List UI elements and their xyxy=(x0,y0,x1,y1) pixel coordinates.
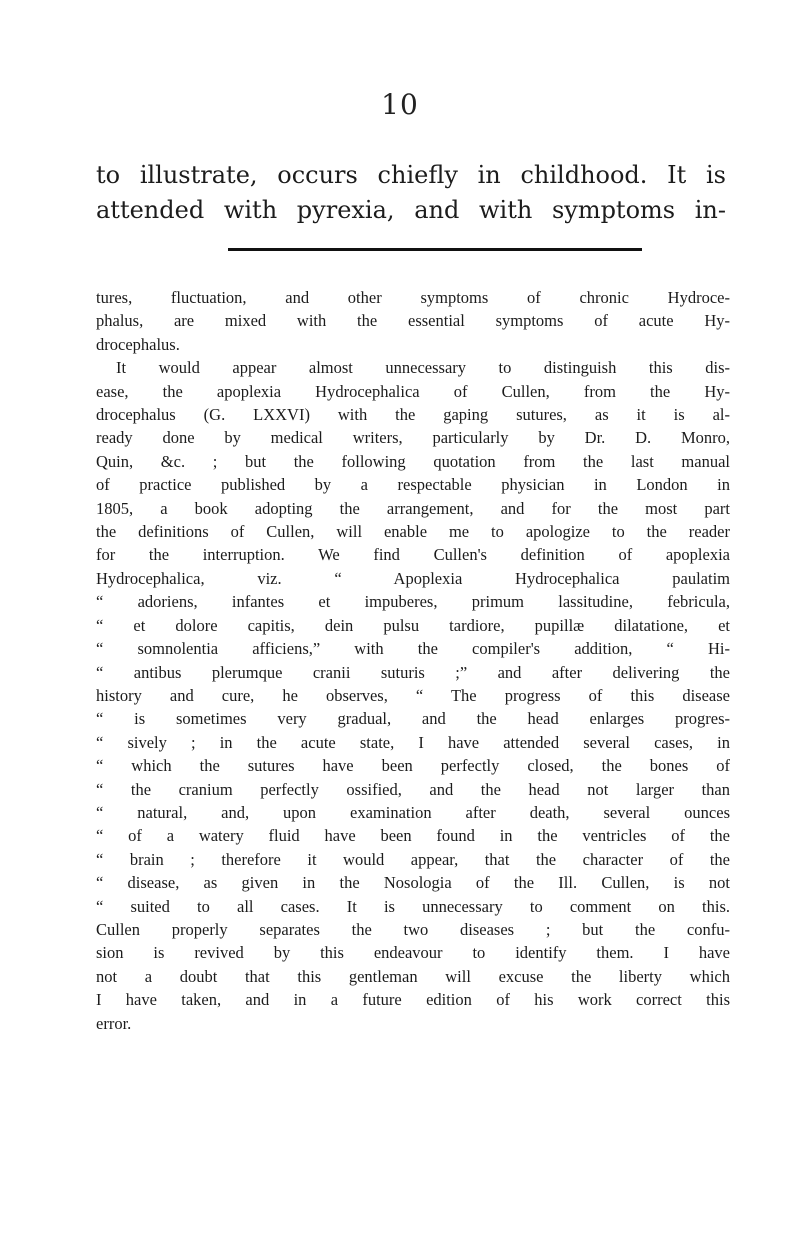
footnote-line: history and cure, he observes, “ The progress of this disease xyxy=(96,685,730,705)
footnote-line: “ brain ; therefore it would appear, that the character of the xyxy=(96,849,730,869)
footnote-line: “ adoriens, infantes et impuberes, primum lassitudine, febricula, xyxy=(96,592,730,612)
page-number: 10 xyxy=(381,88,419,121)
footnote-line: I have taken, and in a future edition of his work correct this xyxy=(96,990,730,1010)
footnote-line: “ the cranium perfectly ossified, and the head not larger than xyxy=(96,779,730,799)
footnote-line: not a doubt that this gentleman will excuse the liberty which xyxy=(96,966,730,986)
footnote-separator-rule xyxy=(228,248,642,251)
footnote-line: 1805, a book adopting the arrangement, and for the most part xyxy=(96,498,730,518)
footnote-line: “ natural, and, upon examination after death, several ounces xyxy=(96,802,730,822)
footnote xyxy=(96,286,730,1035)
footnote-line: tures, fluctuation, and other symptoms of chronic Hydroce- xyxy=(96,288,730,307)
footnote-line: Cullen properly separates the two diseases ; but the confu- xyxy=(96,919,730,939)
footnote-line: “ antibus plerumque cranii suturis ;” and after delivering the xyxy=(96,662,730,682)
footnote-line: It would appear almost unnecessary to distinguish this dis- xyxy=(116,358,730,378)
body-line: attended with pyrexia, and with symptoms in- xyxy=(96,196,726,224)
footnote-line: ease, the apoplexia Hydrocephalica of Cullen, from the Hy- xyxy=(96,381,730,401)
footnote-line: “ sively ; in the acute state, I have attended several cases, in xyxy=(96,732,730,752)
footnote-line: for the interruption. We find Cullen's definition of apoplexia xyxy=(96,545,730,565)
footnote-line: drocephalus (G. LXXVI) with the gaping sutures, as it is al- xyxy=(96,405,730,425)
footnote-line: of practice published by a respectable physician in London in xyxy=(96,475,730,495)
footnote-line: “ somnolentia afficiens,” with the compiler's addition, “ Hi- xyxy=(96,639,730,659)
footnote-line: error. xyxy=(96,1013,132,1033)
footnote-line: sion is revived by this endeavour to identify them. I have xyxy=(96,943,730,963)
footnote-line: phalus, are mixed with the essential symptoms of acute Hy- xyxy=(96,311,730,331)
footnote-line: ready done by medical writers, particularly by Dr. D. Monro, xyxy=(96,428,730,448)
footnote-line: “ which the sutures have been perfectly closed, the bones of xyxy=(96,756,730,776)
footnote-line: “ of a watery fluid have been found in the ventricles of the xyxy=(96,826,730,846)
footnote-line: drocephalus. xyxy=(96,334,180,354)
footnote-line: Quin, &c. ; but the following quotation from the last manual xyxy=(96,451,730,471)
footnote-line: “ suited to all cases. It is unnecessary to comment on this. xyxy=(96,896,730,916)
footnote-line: “ et dolore capitis, dein pulsu tardiore, pupillæ dilatatione, et xyxy=(96,615,730,635)
body-text xyxy=(96,158,726,228)
body-line: to illustrate, occurs chiefly in childhood. It is xyxy=(96,161,726,189)
footnote-line: Hydrocephalica, viz. “ Apoplexia Hydrocephalica paulatim xyxy=(96,568,730,588)
footnote-line: “ disease, as given in the Nosologia of the Ill. Cullen, is not xyxy=(96,873,730,893)
footnote-line: “ is sometimes very gradual, and the head enlarges progres- xyxy=(96,709,730,729)
footnote-line: the definitions of Cullen, will enable me to apologize to the reader xyxy=(96,522,730,542)
